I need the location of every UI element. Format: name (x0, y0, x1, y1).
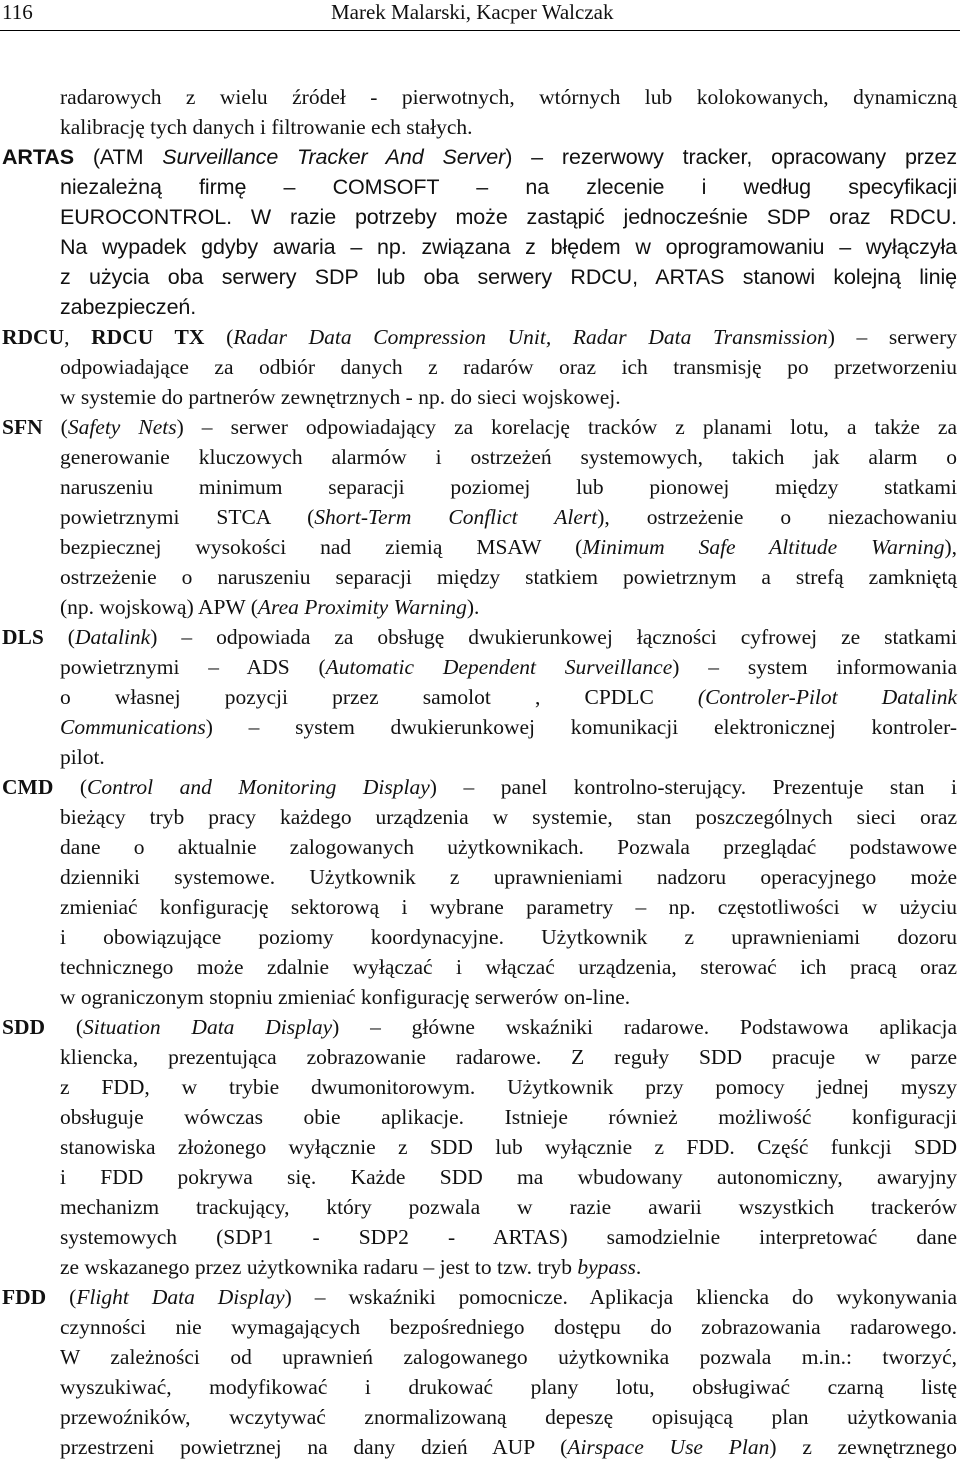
text-line: powietrznymi – ADS (Automatic Dependent Surveillance) – system informowania (60, 655, 957, 679)
text-line: zabezpieczeń. (60, 295, 197, 319)
text-line: odpowiadające za odbiór danych z radarów oraz ich transmisję po przetworzeniu (60, 355, 957, 379)
text-line: ARTAS (ATM Surveillance Tracker And Server) – rezerwowy tracker, opracowany przez (2, 145, 958, 169)
text-line: w systemie do partnerów zewnętrznych - np. do sieci wojskowej. (60, 385, 621, 409)
text-line: EUROCONTROL. W razie potrzeby może zastąpić jednocześnie SDP oraz RDCU. (60, 205, 957, 229)
text-line: kliencka, prezentująca zobrazowanie radarowe. Z reguły SDD pracuje w parze (60, 1045, 957, 1069)
text-line: Communications) – system dwukierunkowej komunikacji elektronicznej kontroler- (60, 715, 957, 739)
entry-cmd (0, 772, 957, 1012)
text-line: Na wypadek gdyby awaria – np. związana z błędem w oprogramowaniu – wyłączyła (60, 235, 957, 259)
page-number: 116 (2, 0, 33, 24)
entry-rdcu (0, 322, 957, 412)
text-line: wyszukiwać, modyfikować i drukować plany lotu, obsługiwać czarną listę (60, 1375, 957, 1399)
text-line: obsługuje wówczas obie aplikacje. Istnieje również możliwość konfiguracji (60, 1105, 957, 1129)
entry-continuation (0, 82, 957, 142)
page-body (0, 82, 957, 1462)
text-line: dane o aktualnie zalogowanych użytkownikach. Pozwala przeglądać podstawowe (60, 835, 957, 859)
text-line: stanowiska złożonego wyłącznie z SDD lub wyłącznie z FDD. Część funkcji SDD (60, 1135, 957, 1159)
text-line: czynności nie wymagających bezpośredniego dostępu do zobrazowania radarowego. (60, 1315, 957, 1339)
entry-sfn (0, 412, 957, 622)
entry-artas (0, 142, 957, 322)
term-artas: ARTAS (2, 145, 74, 169)
text-line: dzienniki systemowe. Użytkownik z uprawnieniami nadzoru operacyjnego może (60, 865, 957, 889)
text-line: i FDD pokrywa się. Każde SDD ma wbudowany autonomiczny, awaryjny (60, 1165, 957, 1189)
text-line: przestrzeni powietrznej na dany dzień AUP (Airspace Use Plan) z zewnętrznego (60, 1435, 958, 1459)
text-line: (np. wojskową) APW (Area Proximity Warning). (60, 595, 480, 619)
text-line: ze wskazanego przez użytkownika radaru – jest to tzw. tryb bypass. (60, 1255, 642, 1279)
text-line: RDCU, RDCU TX (Radar Data Compression Unit, Radar Data Transmission) – serwery (2, 325, 957, 349)
text-line: z FDD, w trybie dwumonitorowym. Użytkownik przy pomocy jednej myszy (60, 1075, 957, 1099)
term-cmd: CMD (2, 775, 54, 799)
text-line: z użycia oba serwery SDP lub oba serwery RDCU, ARTAS stanowi kolejną linię (60, 265, 957, 289)
entry-dls (0, 622, 957, 772)
header-rule (0, 30, 960, 31)
text-line: zmieniać konfigurację sektorową i wybrane parametry – np. częstotliwości w użyciu (60, 895, 957, 919)
term-dls: DLS (2, 625, 44, 649)
text-line: SDD (Situation Data Display) – główne wskaźniki radarowe. Podstawowa aplikacja (2, 1015, 957, 1039)
text-line: DLS (Datalink) – odpowiada za obsługę dwukierunkowej łączności cyfrowej ze statkami (2, 625, 957, 649)
text-line: ostrzeżenie o naruszeniu separacji między statkiem powietrznym a strefą zamkniętą (60, 565, 957, 589)
text-line: SFN (Safety Nets) – serwer odpowiadający za korelację tracków z planami lotu, a także za (2, 415, 957, 439)
term-sfn: SFN (2, 415, 43, 439)
running-head-authors: Marek Malarski, Kacper Walczak (331, 0, 614, 24)
entry-fdd (0, 1282, 957, 1462)
running-header (0, 0, 960, 30)
text-line: i obowiązujące poziomy koordynacyjne. Użytkownik z uprawnieniami dozoru (60, 925, 957, 949)
term-fdd: FDD (2, 1285, 47, 1309)
text-line: pilot. (60, 745, 105, 769)
text-line: niezależną firmę – COMSOFT – na zlecenie i według specyfikacji (60, 175, 957, 199)
text-line: FDD (Flight Data Display) – wskaźniki pomocnicze. Aplikacja kliencka do wykonywania (2, 1285, 958, 1309)
term-sdd: SDD (2, 1015, 46, 1039)
text-line: naruszeniu minimum separacji poziomej lub pionowej między statkami (60, 475, 957, 499)
entry-sdd (0, 1012, 957, 1282)
text-line: CMD (Control and Monitoring Display) – panel kontrolno-sterujący. Prezentuje stan i (2, 775, 958, 799)
text-line: mechanizm trackujący, który pozwala w razie awarii wszystkich trackerów (60, 1195, 957, 1219)
term-rdcu-tx: RDCU TX (91, 325, 205, 349)
text-line: kalibrację tych danych i filtrowanie ech stałych. (60, 115, 473, 139)
text-line: przewoźników, wczytywać znormalizowaną depeszę opisującą plan użytkowania (60, 1405, 957, 1429)
text-line: technicznego może zdalnie wyłączać i włączać urządzenia, sterować ich pracą oraz (60, 955, 957, 979)
text-line: generowanie kluczowych alarmów i ostrzeżeń systemowych, takich jak alarm o (60, 445, 957, 469)
text-line: w ograniczonym stopniu zmieniać konfigurację serwerów on-line. (60, 985, 631, 1009)
text-line: o własnej pozycji przez samolot , CPDLC (Controler-Pilot Datalink (60, 685, 958, 709)
text-line: bezpiecznej wysokości nad ziemią MSAW (Minimum Safe Altitude Warning), (60, 535, 957, 559)
text-line: powietrznymi STCA (Short-Term Conflict Alert), ostrzeżenie o niezachowaniu (60, 505, 957, 529)
text-line: radarowych z wielu źródeł - pierwotnych, wtórnych lub kolokowanych, dynamiczną (60, 85, 957, 109)
text-line: systemowych (SDP1 - SDP2 - ARTAS) samodzielnie interpretować dane (60, 1225, 957, 1249)
text-line: W zależności od uprawnień zalogowanego użytkownika pozwala m.in.: tworzyć, (60, 1345, 957, 1369)
text-line: bieżący tryb pracy każdego urządzenia w systemie, stan poszczególnych sieci oraz (60, 805, 957, 829)
term-rdcu: RDCU (2, 325, 65, 349)
